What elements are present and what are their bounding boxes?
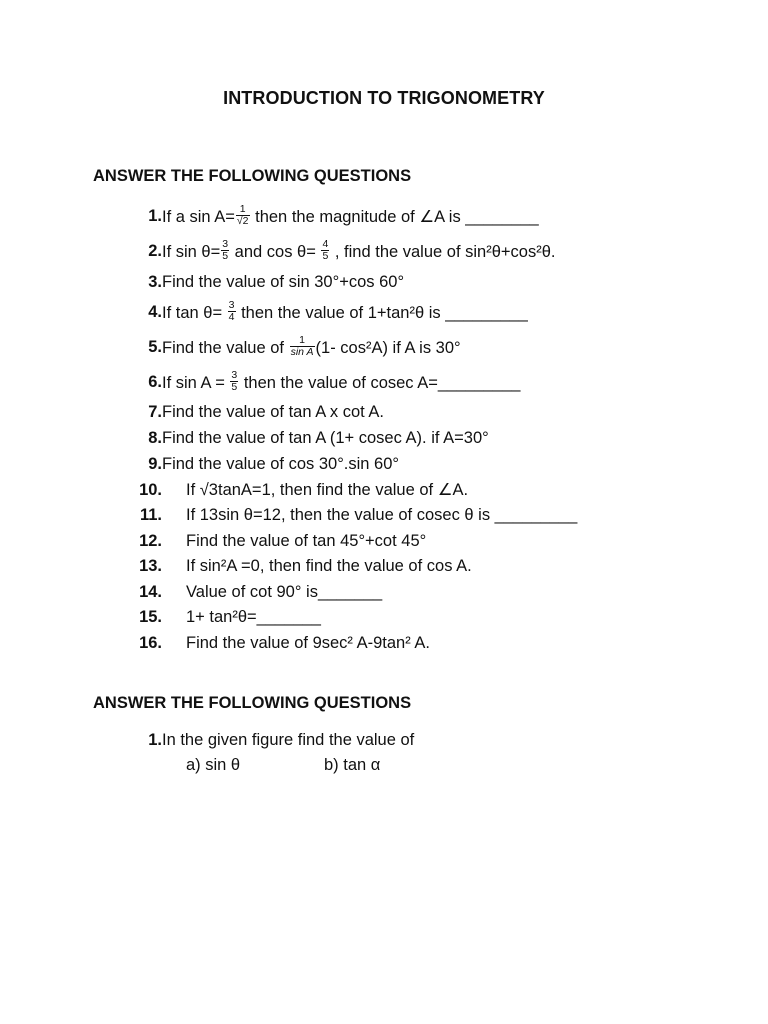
question-number: 15.	[139, 608, 162, 626]
question-number: 5.	[148, 338, 162, 356]
question-text-pre: If sin θ=	[162, 242, 221, 261]
question-number: 4.	[148, 303, 162, 321]
question-text: Find the value of tan A x cot A.	[162, 403, 384, 421]
question-text	[162, 203, 539, 229]
fraction-denominator: 5	[231, 381, 238, 393]
fraction-numerator: 3	[231, 369, 238, 381]
question-number: 8.	[148, 429, 162, 447]
question-text	[162, 299, 528, 325]
fraction-numerator: 4	[322, 238, 329, 250]
question-number: 12.	[139, 532, 162, 550]
question-text: 1+ tan²θ=_______	[186, 608, 321, 626]
question-number: 16.	[139, 634, 162, 652]
question-text-post: then the magnitude of ∠A is ________	[250, 207, 539, 226]
question-number: 6.	[148, 373, 162, 391]
section-1-heading: ANSWER THE FOLLOWING QUESTIONS	[93, 167, 412, 185]
question-text-post: (1- cos²A) if A is 30°	[315, 338, 461, 357]
fraction-denominator: 5	[222, 250, 229, 262]
question-number: 7.	[148, 403, 162, 421]
page-title: INTRODUCTION TO TRIGONOMETRY	[223, 88, 545, 108]
question-text: Find the value of 9sec² A-9tan² A.	[186, 634, 430, 652]
question-number: 10.	[139, 481, 162, 499]
fraction	[228, 300, 236, 323]
section-2-heading: ANSWER THE FOLLOWING QUESTIONS	[93, 694, 412, 712]
question-text-pre: If tan θ=	[162, 303, 227, 322]
fraction-numerator: 1	[290, 335, 315, 347]
fraction-denominator: 4	[228, 311, 235, 323]
question-text-post: , find the value of sin²θ+cos²θ.	[330, 242, 556, 261]
question-text: Value of cot 90° is_______	[186, 583, 383, 601]
question-text: If sin²A =0, then find the value of cos A.	[186, 557, 472, 575]
question-number: 11.	[139, 506, 162, 524]
option-a: a) sin θ	[186, 756, 241, 774]
question-text: Find the value of sin 30°+cos 60°	[162, 273, 405, 291]
question-text	[162, 369, 521, 395]
question-number: 1.	[148, 731, 162, 749]
fraction-denominator: √2	[236, 215, 249, 227]
question-number: 13.	[139, 557, 162, 575]
question-text-pre: If a sin A=	[162, 207, 235, 226]
question-text: If √3tanA=1, then find the value of ∠A.	[186, 481, 469, 499]
fraction-denominator: 5	[322, 250, 329, 262]
fraction-denominator: sin A	[290, 346, 314, 358]
option-b: b) tan α	[324, 756, 381, 774]
fraction-numerator: 1	[236, 204, 250, 216]
fraction-numerator: 3	[228, 299, 235, 311]
question-number: 14.	[139, 583, 162, 601]
question-text	[162, 334, 461, 360]
question-text-pre: Find the value of	[162, 338, 289, 357]
question-text: If 13sin θ=12, then the value of cosec θ is _________	[186, 506, 578, 524]
question-number: 1.	[148, 207, 162, 225]
question-text	[162, 238, 556, 264]
fraction	[230, 370, 238, 393]
question-text: In the given figure find the value of	[162, 731, 415, 749]
question-number: 3.	[148, 273, 162, 291]
question-text: Find the value of tan 45°+cot 45°	[186, 532, 427, 550]
question-number: 9.	[148, 455, 162, 473]
question-text: Find the value of tan A (1+ cosec A). if A=30°	[162, 429, 489, 447]
question-number: 2.	[148, 242, 162, 260]
question-text-pre: If sin A =	[162, 373, 230, 392]
fraction	[236, 204, 250, 227]
question-text-mid: and cos θ=	[230, 242, 321, 261]
question-text: Find the value of cos 30°.sin 60°	[162, 455, 400, 473]
question-text-post: then the value of 1+tan²θ is _________	[236, 303, 528, 322]
fraction	[221, 239, 229, 262]
fraction	[290, 335, 315, 358]
question-text-post: then the value of cosec A=_________	[239, 373, 521, 392]
fraction-numerator: 3	[222, 238, 229, 250]
fraction	[321, 239, 329, 262]
